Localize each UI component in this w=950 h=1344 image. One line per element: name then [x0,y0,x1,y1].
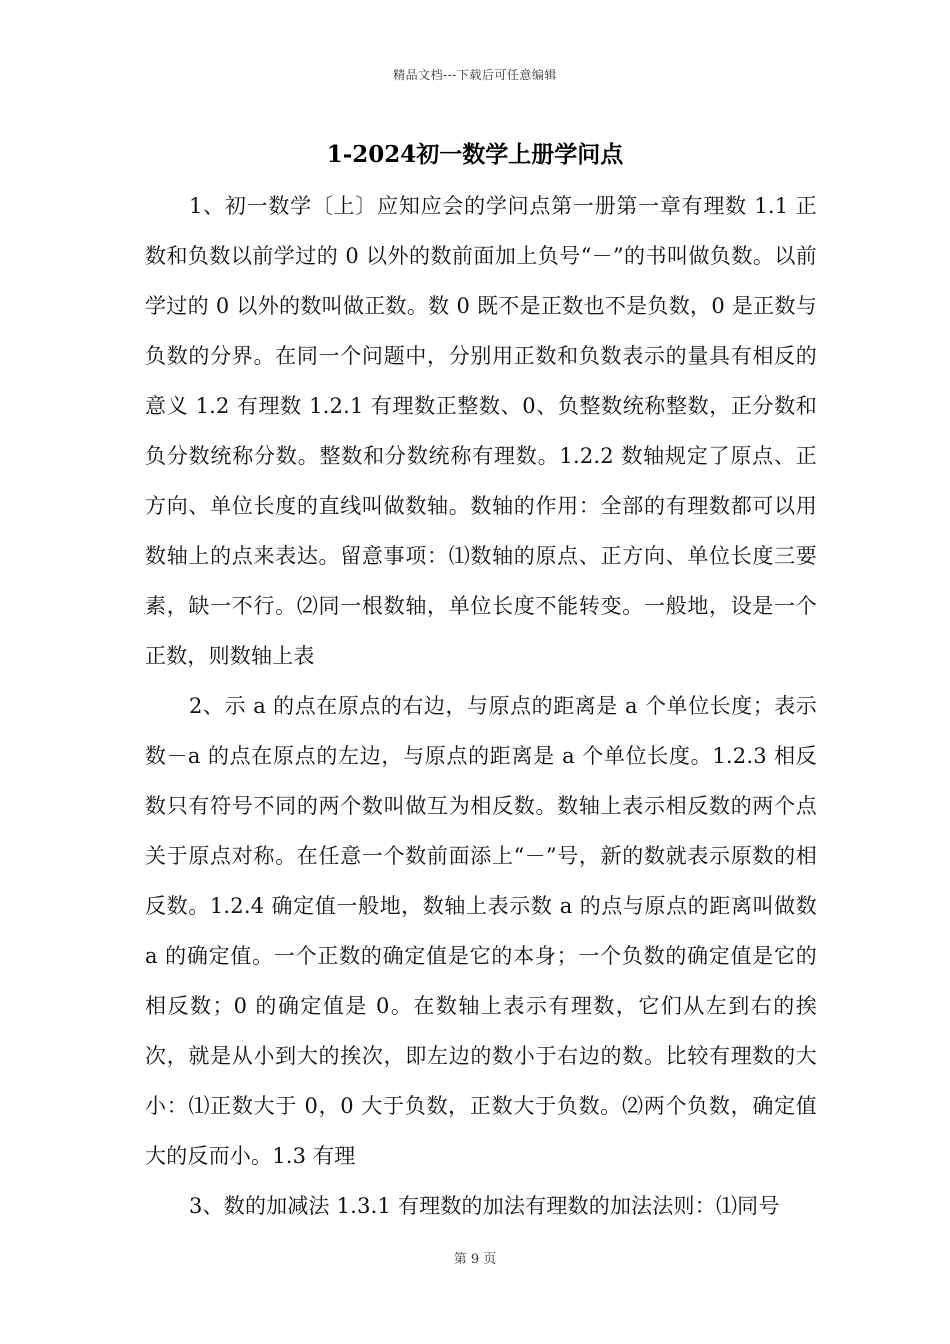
paragraph-2: 2、示 a 的点在原点的右边，与原点的距离是 a 个单位长度；表示数－a 的点在原点的左边，与原点的距离是 a 个单位长度。1.2.3 相反数只有符号不同的两个数叫做互为相反数。数轴上表示相反数的两个点关于原点对称。在任意一个数前面添上“－”号，新的数就表示原数的相反数。1.2.4 确定值一般地，数轴上表示数 a 的点与原点的距离叫做数 a 的确定值。一个正数的确定值是它的本身；一个负数的确定值是它的相反数；0 的确定值是 0。在数轴上表示有理数，它们从左到右的挨次，就是从小到大的挨次，即左边的数小于右边的数。比较有理数的大小：⑴正数大于 0，0 大于负数，正数大于负数。⑵两个负数，确定值大的反而小。1.3 有理 [145,694,817,1168]
document-title: 1-2024初一数学上册学问点 [326,141,624,168]
paragraph-3: 3、数的加减法 1.3.1 有理数的加法有理数的加法法则：⑴同号 [189,1194,780,1218]
document-body [145,181,817,1231]
paragraph-1: 1、初一数学〔上〕应知应会的学问点第一册第一章有理数 1.1 正数和负数以前学过的 0 以外的数前面加上负号“－”的书叫做负数。以前学过的 0 以外的数叫做正数。数 0 既不是正数也不是负数，0 是正数与负数的分界。在同一个问题中，分别用正数和负数表示的量具有相反的意义 1.2 有理数 1.2.1 有理数正整数、0、负整数统称整数，正分数和负分数统称分数。整数和分数统称有理数。1.2.2 数轴规定了原点、正方向、单位长度的直线叫做数轴。数轴的作用：全部的有理数都可以用数轴上的点来表达。留意事项：⑴数轴的原点、正方向、单位长度三要素，缺一不行。⑵同一根数轴，单位长度不能转变。一般地，设是一个正数，则数轴上表 [145,194,817,668]
page-number: 第 9 页 [453,1252,497,1267]
page-header: 精品文档---下载后可任意编辑 [393,68,557,82]
